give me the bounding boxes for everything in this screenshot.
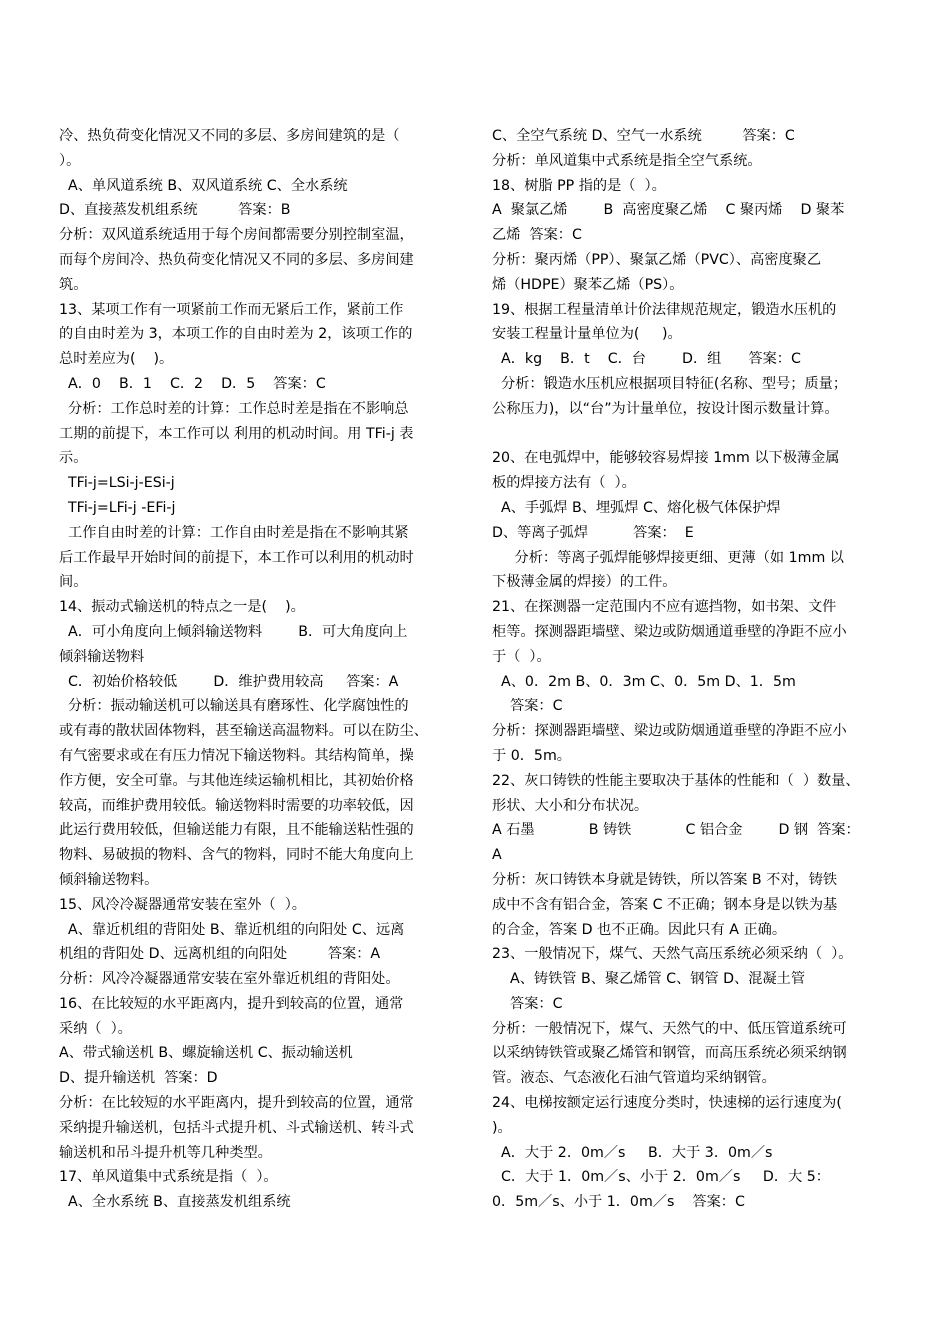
- right-column-line: [492, 422, 894, 447]
- left-column-line: 的自由时差为 3，本项工作的自由时差为 2，该项工作的: [59, 326, 413, 343]
- right-column-line: 20、在电弧焊中，能够较容易焊接 1mm 以下极薄金属: [492, 450, 840, 467]
- right-column-line: 成中不含有铝合金，答案 C 不正确；钢本身是以铁为基: [492, 896, 838, 913]
- right-column-line: 答案：C: [492, 698, 563, 715]
- right-column-line: A、铸铁管 B、聚乙烯管 C、钢管 D、混凝土管: [492, 971, 806, 988]
- right-column-line: 24、电梯按额定运行速度分类时，快速梯的运行速度为(: [492, 1095, 842, 1112]
- left-column-line: 工期的前提下，本工作可以 利用的机动时间。用 TFi-j 表: [59, 425, 414, 442]
- right-column-line: 分析：探测器距墙壁、梁边或防烟通道垂壁的净距不应小: [492, 723, 847, 740]
- left-column-line: 分析：工作总时差的计算：工作总时差是指在不影响总: [59, 400, 409, 417]
- left-column-line: 作方便，安全可靠。与其他连续运输机相比，其初始价格: [59, 772, 414, 789]
- right-column-line: 分析：灰口铸铁本身就是铸铁，所以答案 B 不对，铸铁: [492, 871, 838, 888]
- left-column-line: D、提升输送机 答案：D: [59, 1070, 218, 1087]
- left-column-line: 总时差应为( )。: [59, 351, 174, 368]
- right-column-line: A 聚氯乙烯 B 高密度聚乙烯 C 聚丙烯 D 聚苯: [492, 202, 845, 219]
- left-column-line: 后工作最早开始时间的前提下，本工作可以利用的机动时: [59, 549, 414, 566]
- right-column-line: 于（ ）。: [492, 648, 551, 665]
- left-column-line: A、单风道系统 B、双风道系统 C、全水系统: [59, 177, 348, 194]
- left-column-line: 分析：振动输送机可以输送具有磨琢性、化学腐蚀性的: [59, 698, 409, 715]
- left-column-line: 14、振动式输送机的特点之一是( )。: [59, 599, 305, 616]
- left-column-line: 示。: [59, 450, 88, 467]
- right-column-line: A 石墨 B 铸铁 C 铝合金 D 钢 答案：: [492, 822, 860, 839]
- left-column-line: ）。: [59, 152, 81, 169]
- left-column-line: 采纳提升输送机，包括斗式提升机、斗式输送机、转斗式: [59, 1119, 414, 1136]
- left-column-line: 间。: [59, 574, 88, 591]
- right-column-line: A．大于 2．0m／s B．大于 3．0m／s: [492, 1144, 773, 1161]
- left-column-line: C．初始价格较低 D．维护费用较高 答案：A: [59, 673, 399, 690]
- left-column-line: 15、风冷冷凝器通常安装在室外（ ）。: [59, 896, 306, 913]
- right-column-line: A: [492, 847, 502, 864]
- left-column-line: 较高，而维护费用较低。输送物料时需要的功率较低，因: [59, 797, 414, 814]
- right-column-line: 板的焊接方法有（ ）。: [492, 475, 636, 492]
- left-column-line: 17、单风道集中式系统是指（ ）。: [59, 1169, 278, 1186]
- right-column-line: 以采纳铸铁管或聚乙烯管和钢管，而高压系统必须采纳钢: [492, 1045, 847, 1062]
- left-column-line: 物料、易破损的物料、含气的物料，同时不能大角度向上: [59, 847, 414, 864]
- right-column-line: 23、一般情况下，煤气、天然气高压系统必须采纳（ ）。: [492, 946, 853, 963]
- right-column-line: 分析：锻造水压机应根据项目特征(名称、型号；质量；: [492, 375, 848, 392]
- right-column-line: 下极薄金属的焊接）的工件。: [492, 574, 677, 591]
- right-column-line: 乙烯 答案：C: [492, 227, 582, 244]
- left-column-line: 倾斜输送物料。: [59, 871, 159, 888]
- left-column-line: 采纳（ ）。: [59, 1020, 132, 1037]
- right-column-line: C．大于 1．0m／s、小于 2．0m／s D．大 5：: [492, 1169, 830, 1186]
- right-column-line: 19、根据工程量清单计价法律规范规定，锻造水压机的: [492, 301, 837, 318]
- left-column-line: A、全水系统 B、直接蒸发机组系统: [59, 1194, 291, 1211]
- left-column-line: A．0 B．1 C．2 D．5 答案：C: [59, 375, 326, 392]
- left-column-line: TFi-j=LSi-j-ESi-j: [59, 475, 175, 492]
- left-column-line: TFi-j=LFi-j -EFi-j: [59, 499, 176, 516]
- right-column-line: 分析：一般情况下，煤气、天然气的中、低压管道系统可: [492, 1020, 847, 1037]
- left-column-line: 此运行费用较低，但输送能力有限，且不能输送粘性强的: [59, 822, 414, 839]
- right-column-line: 22、灰口铸铁的性能主要取决于基体的性能和（ ）数量、: [492, 772, 860, 789]
- left-column-line: 冷、热负荷变化情况又不同的多层、多房间建筑的是（: [59, 128, 400, 144]
- left-column-line: 倾斜输送物料: [59, 648, 145, 665]
- left-column-line: 分析：风冷冷凝器通常安装在室外靠近机组的背阳处。: [59, 971, 400, 988]
- right-column-line: A、手弧焊 B、埋弧焊 C、熔化极气体保护焊: [492, 499, 781, 516]
- right-column-line: 分析：聚丙烯（PP）、聚氯乙烯（PVC）、高密度聚乙: [492, 251, 822, 268]
- right-column-line: 0．5m／s、小于 1．0m／s 答案：C: [492, 1194, 745, 1211]
- right-column-line: 形状、大小和分布状况。: [492, 797, 649, 814]
- right-column-line: 的合金，答案 D 也不正确。因此只有 A 正确。: [492, 921, 787, 938]
- right-column-line: 分析：单风道集中式系统是指全空气系统。: [492, 152, 762, 169]
- left-column-line: D、直接蒸发机组系统 答案：B: [59, 202, 291, 219]
- right-column-line: 答案：C: [492, 995, 563, 1012]
- right-text-column: [492, 124, 894, 1215]
- left-column-line: 13、某项工作有一项紧前工作而无紧后工作，紧前工作: [59, 301, 404, 318]
- left-column-line: 筑。: [59, 276, 88, 293]
- left-column-line: 有气密要求或在有压力情况下输送物料。其结构简单，操: [59, 747, 414, 764]
- right-column-line: 安装工程量计量单位为( )。: [492, 326, 682, 343]
- left-column-line: 或有毒的散状固体物料，甚至输送高温物料。可以在防尘、: [59, 723, 428, 740]
- left-column-line: 而每个房间冷、热负荷变化情况又不同的多层、多房间建: [59, 251, 414, 268]
- right-column-line: 烯（HDPE）聚苯乙烯（PS）。: [492, 276, 684, 293]
- left-column-line: 工作自由时差的计算：工作自由时差是指在不影响其紧: [59, 524, 409, 541]
- right-column-line: 18、树脂 PP 指的是（ ）。: [492, 177, 666, 194]
- left-column-line: A、靠近机组的背阳处 B、靠近机组的向阳处 C、远离: [59, 921, 405, 938]
- left-text-column: [59, 124, 454, 1215]
- right-column-line: 分析：等离子弧焊能够焊接更细、更薄（如 1mm 以: [492, 549, 844, 566]
- right-column-line: )。: [492, 1119, 512, 1136]
- right-column-line: 于 0．5m。: [492, 747, 571, 764]
- left-column-line: 输送机和吊斗提升机等几种类型。: [59, 1144, 272, 1161]
- left-column-line: 16、在比较短的水平距离内，提升到较高的位置，通常: [59, 995, 404, 1012]
- right-column-line: 21、在探测器一定范围内不应有遮挡物，如书架、文件: [492, 599, 837, 616]
- right-column-line: A．kg B．t C．台 D．组 答案：C: [492, 351, 801, 368]
- right-column-line: 管。液态、气态液化石油气管道均采纳钢管。: [492, 1070, 776, 1087]
- right-column-line: C、全空气系统 D、空气一水系统 答案：C: [492, 128, 795, 144]
- right-column-line: D、等离子弧焊 答案： E: [492, 524, 694, 541]
- left-column-line: 机组的背阳处 D、远离机组的向阳处 答案：A: [59, 946, 381, 963]
- left-column-line: 分析：双风道系统适用于每个房间都需要分别控制室温，: [59, 227, 414, 244]
- right-column-line: 柜等。探测器距墙壁、梁边或防烟通道垂壁的净距不应小: [492, 623, 847, 640]
- left-column-line: A．可小角度向上倾斜输送物料 B．可大角度向上: [59, 623, 408, 640]
- left-column-line: A、带式输送机 B、螺旋输送机 C、振动输送机: [59, 1045, 353, 1062]
- left-column-line: 分析：在比较短的水平距离内，提升到较高的位置，通常: [59, 1095, 414, 1112]
- right-column-line: A、0．2m B、0．3m C、0．5m D、1．5m: [492, 673, 796, 690]
- right-column-line: 公称压力)，以“台”为计量单位，按设计图示数量计算。: [492, 400, 839, 417]
